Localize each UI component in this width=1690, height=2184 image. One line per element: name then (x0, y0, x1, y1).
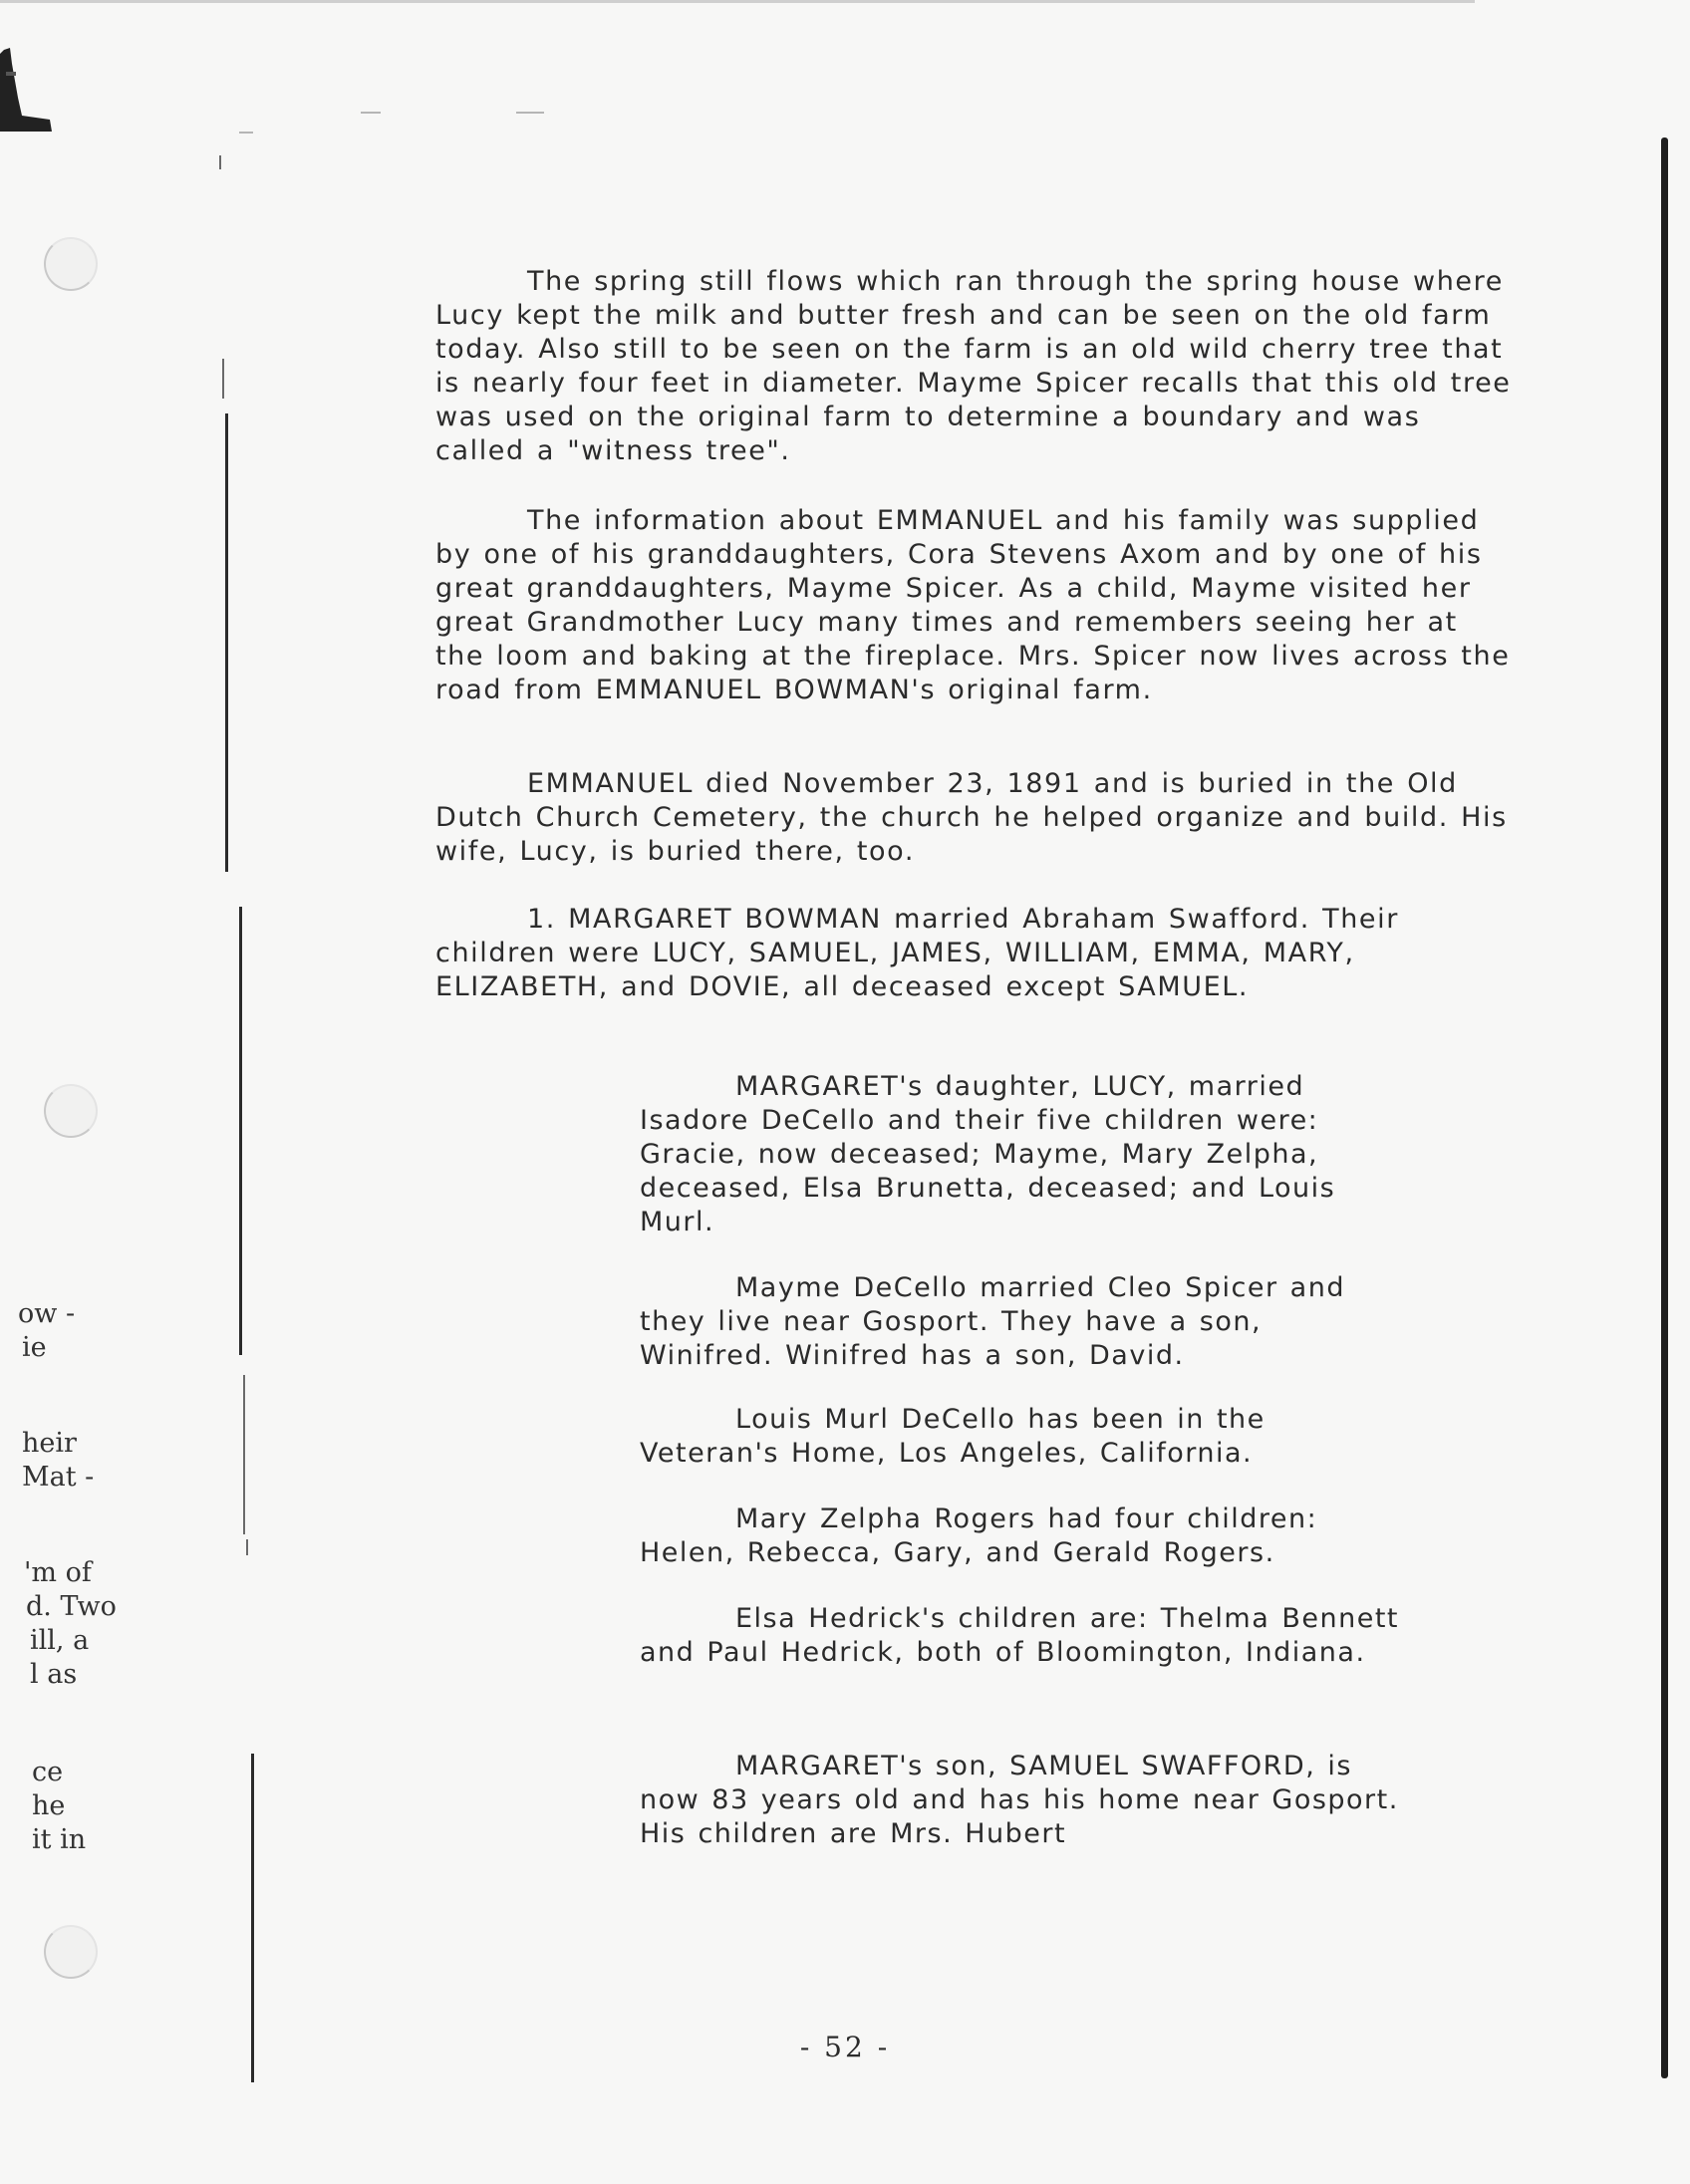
scan-speck (516, 112, 544, 114)
page-number: - 52 - (799, 2031, 891, 2063)
fold-line (239, 907, 242, 1355)
corner-binding-mark (0, 46, 54, 134)
margin-fragment: ie (22, 1332, 47, 1363)
sub-paragraph-elsa: Elsa Hedrick's children are: Thelma Bennett and Paul Hedrick, both of Bloomington, Indiana. (640, 1603, 1400, 1668)
paragraph-margaret-bowman: 1. MARGARET BOWMAN married Abraham Swafford. Their children were LUCY, SAMUEL, JAMES, WILLIAM, EMMA, MARY, ELIZABETH, and DOVIE, all deceased except SAMUEL. (435, 904, 1399, 1002)
sub-paragraph-mayme: Mayme DeCello married Cleo Spicer and they live near Gosport. They have a son, Winifred. Winifred has a son, David. (640, 1272, 1345, 1371)
paragraph-spring-house: The spring still flows which ran through the spring house where Lucy kept the milk and butter fresh and can be seen on the old farm today. Also still to be seen on the farm is an old wild cherry tree that is nearly four feet in diameter. Mayme Spicer recalls that this old tree was used on the original farm to determine a boundary and was called a "witness tree". (435, 266, 1512, 466)
margin-fragment: l as (30, 1659, 78, 1690)
paragraph-information-source: The information about EMMANUEL and his family was supplied by one of his granddaughters, Cora Stevens Axom and by one of his great granddaughters, Mayme Spicer. As a child, Mayme visited her great Grandmother Lucy many times and remembers seeing her at the loom and baking at the fireplace. Mrs. Spicer now lives across the road from EMMANUEL BOWMAN's original farm. (435, 505, 1511, 705)
sub-paragraph-lucy: MARGARET's daughter, LUCY, married Isadore DeCello and their five children were: Gracie, now deceased; Mayme, Mary Zelpha, deceased, Elsa Brunetta, deceased; and Louis Murl. (640, 1071, 1336, 1237)
paragraph-emmanuel-death: EMMANUEL died November 23, 1891 and is buried in the Old Dutch Church Cemetery, the church he helped organize and build. His wife, Lucy, is buried there, too. (435, 768, 1508, 867)
margin-fragment: it in (32, 1824, 87, 1855)
fold-line (219, 155, 221, 169)
scan-speck (361, 112, 381, 114)
scan-speck (239, 132, 253, 134)
sub-paragraph-samuel: MARGARET's son, SAMUEL SWAFFORD, is now 83 years old and has his home near Gosport. His children are Mrs. Hubert (640, 1751, 1399, 1849)
sub-paragraph-mary-zelpha: Mary Zelpha Rogers had four children: Helen, Rebecca, Gary, and Gerald Rogers. (640, 1503, 1318, 1568)
scan-top-edge (0, 0, 1475, 3)
fold-line (246, 1539, 248, 1555)
margin-fragment: ill, a (30, 1625, 90, 1656)
fold-line (243, 1375, 245, 1534)
margin-fragment: heir (22, 1428, 77, 1459)
binder-hole-middle (44, 1084, 98, 1138)
binder-hole-top (44, 237, 98, 291)
right-edge-shadow (1661, 137, 1668, 2078)
fold-line (225, 413, 228, 872)
margin-fragment: he (32, 1790, 66, 1821)
margin-fragment: ce (32, 1757, 64, 1787)
margin-fragment: 'm of (24, 1557, 92, 1588)
binder-hole-bottom (44, 1925, 98, 1979)
margin-fragment: d. Two (26, 1591, 117, 1622)
margin-fragment: Mat - (22, 1462, 95, 1493)
margin-fragment: ow - (18, 1298, 76, 1329)
sub-paragraph-louis: Louis Murl DeCello has been in the Veteran's Home, Los Angeles, California. (640, 1404, 1266, 1469)
fold-line (222, 359, 224, 399)
